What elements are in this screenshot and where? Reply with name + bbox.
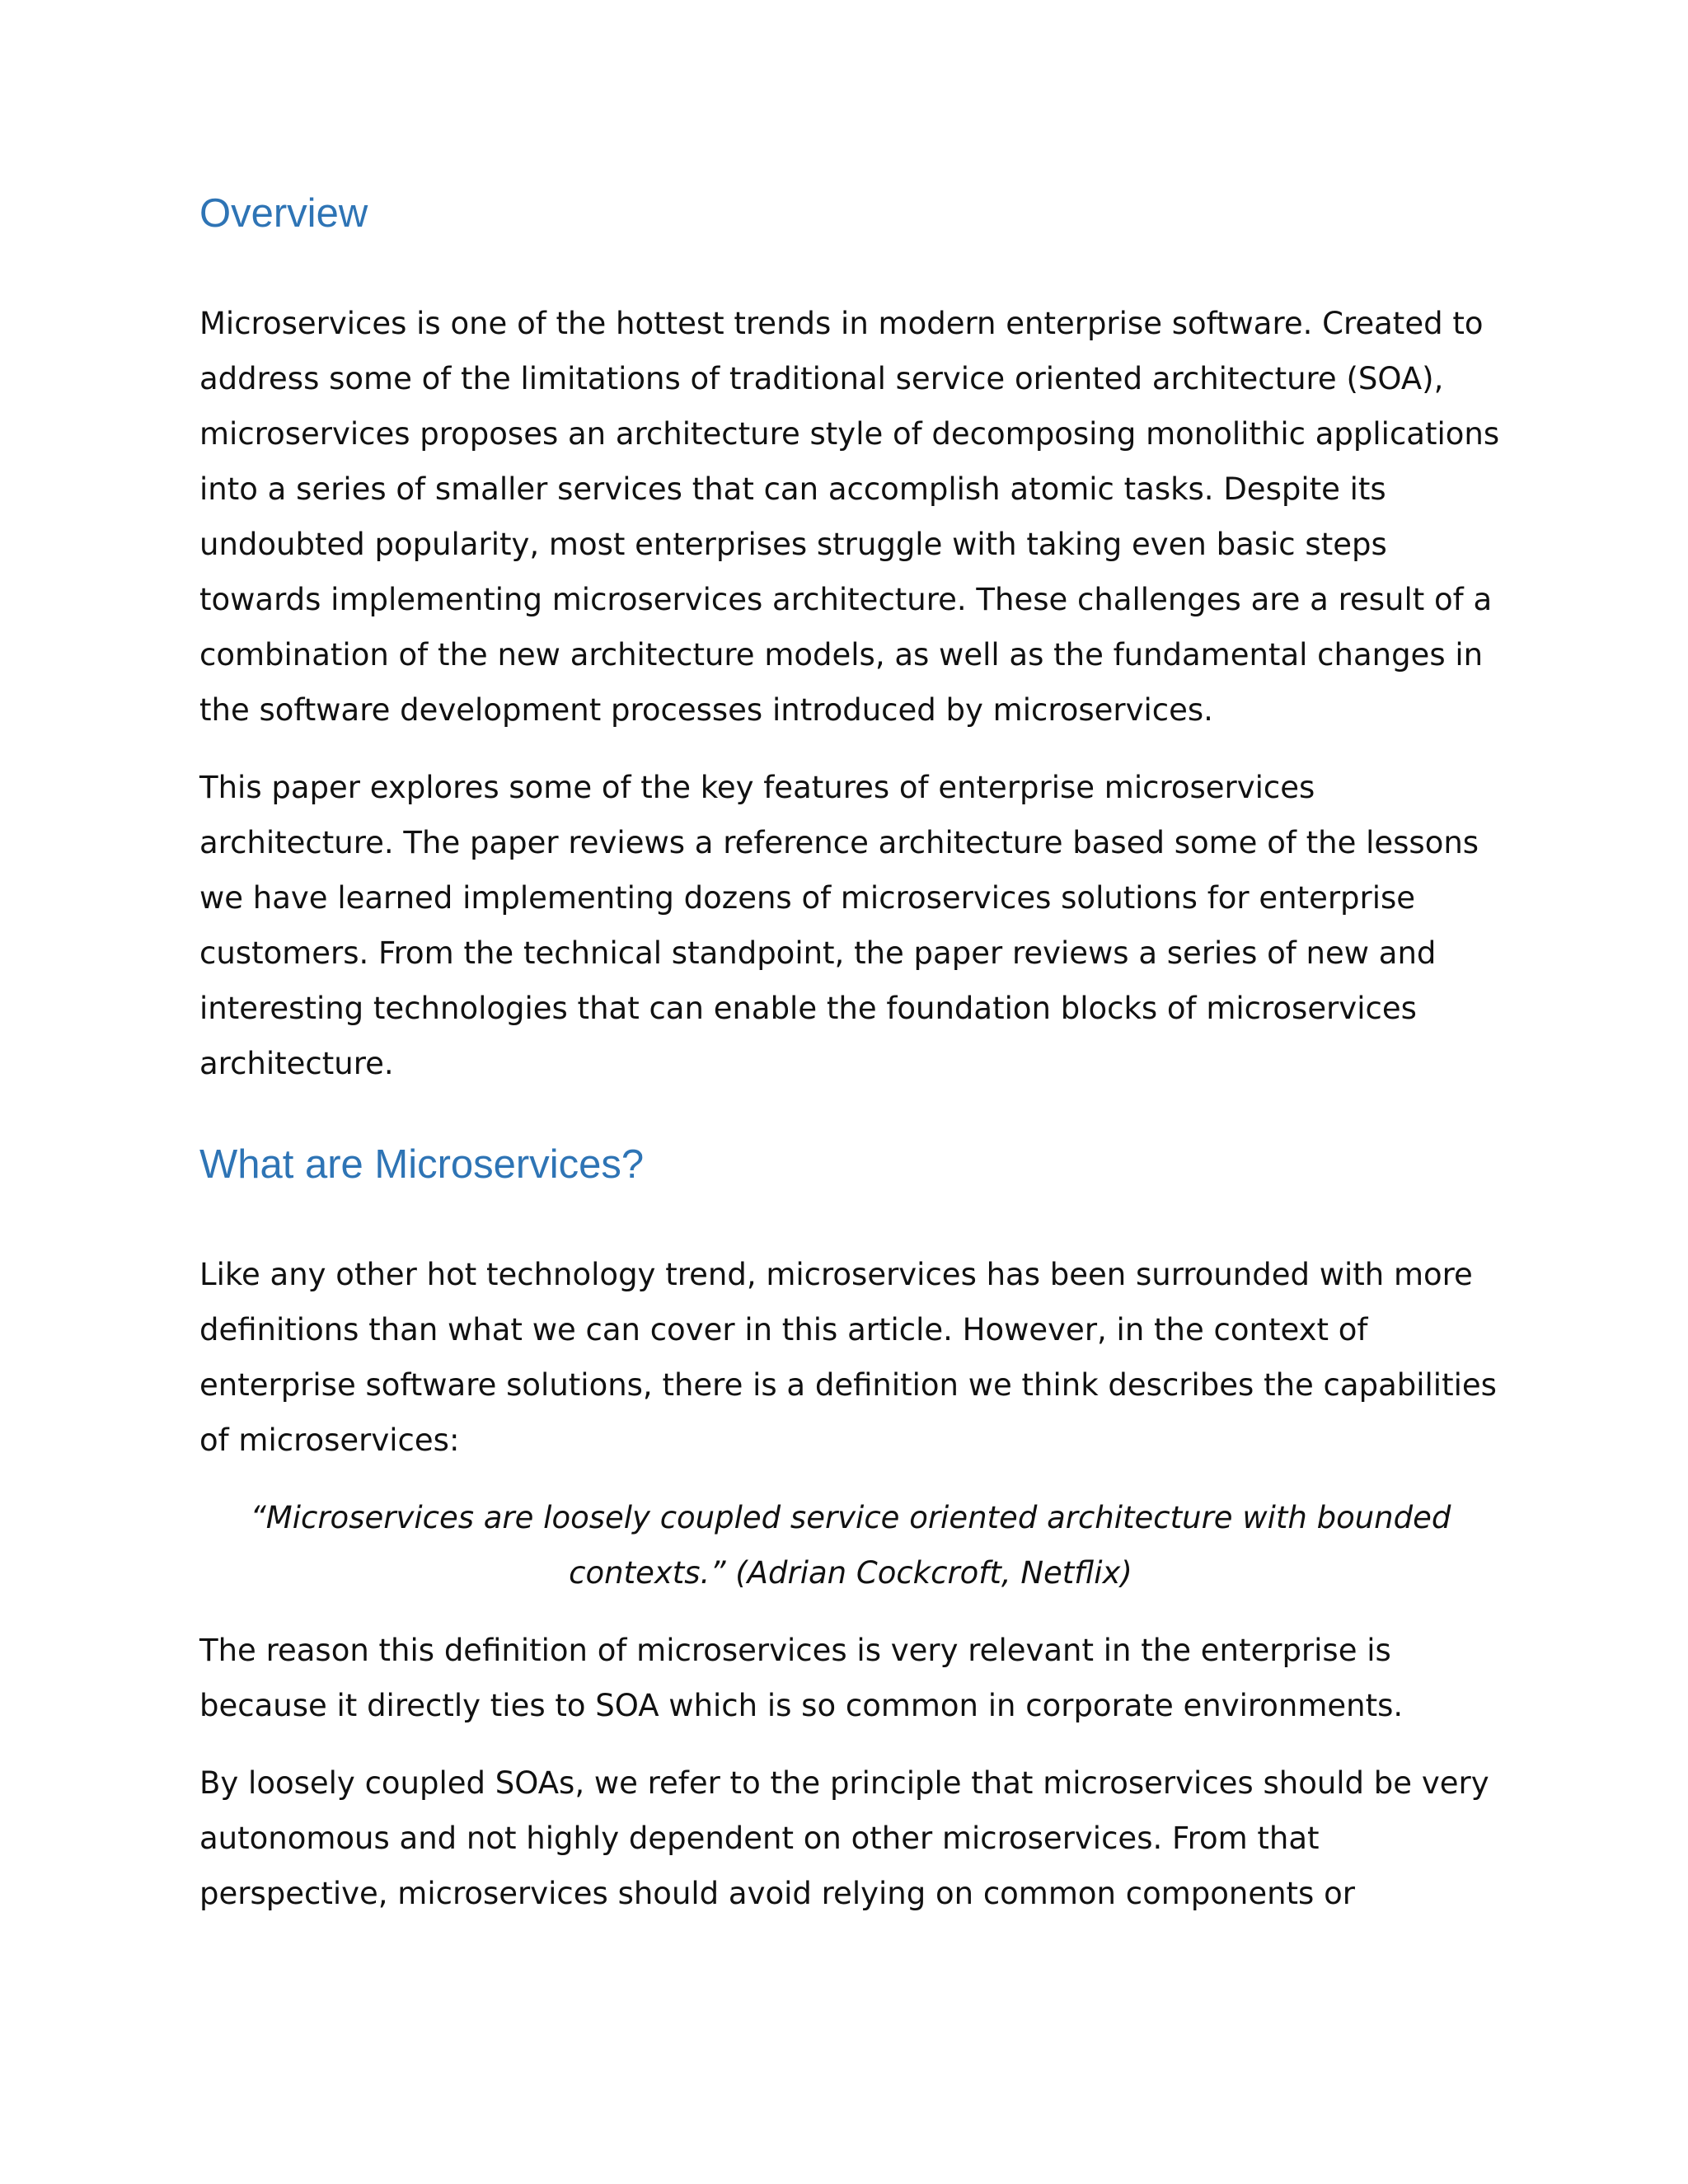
microservices-paragraph-1: The reason this definition of microservices is very relevant in the enterprise is because it directly ties to SOA which is so common in corporate environments. [199,1632,1404,1723]
microservices-intro-paragraph: Like any other hot technology trend, microservices has been surrounded with more definitions than what we can cover in this article. However, in the context of enterprise software solutions, there is a definition we think describes the capabilities of microservices: [199,1256,1497,1458]
definition-quote: “Microservices are loosely coupled service oriented architecture with bounded contexts.” (Adrian Cockcroft, Netflix) [250,1499,1451,1591]
microservices-paragraph-2: By loosely coupled SOAs, we refer to the principle that microservices should be very autonomous and not highly dependent on other microservices. From that perspective, microservices should avoid relying on common components or [199,1765,1489,1911]
overview-paragraph-1: Microservices is one of the hottest trends in modern enterprise software. Created to address some of the limitations of traditional service oriented architecture (SOA), microservices proposes an architecture style of decomposing monolithic applications into a series of smaller services that can accomplish atomic tasks. Despite its undoubted popularity, most enterprises struggle with taking even basic steps towards implementing microservices architecture. These challenges are a result of a combination of the new architecture models, as well as the fundamental changes in the software development processes introduced by microservices. [199,305,1500,728]
section-heading-what-are-microservices: What are Microservices? [199,1141,645,1187]
overview-paragraph-2: This paper explores some of the key features of enterprise microservices architecture. The paper reviews a reference architecture based some of the lessons we have learned implementing dozens of microservices solutions for enterprise customers. From the technical standpoint, the paper reviews a series of new and interesting technologies that can enable the foundation blocks of microservices architecture. [199,769,1479,1081]
document-content [199,190,1502,1943]
section-heading-overview: Overview [199,191,368,236]
